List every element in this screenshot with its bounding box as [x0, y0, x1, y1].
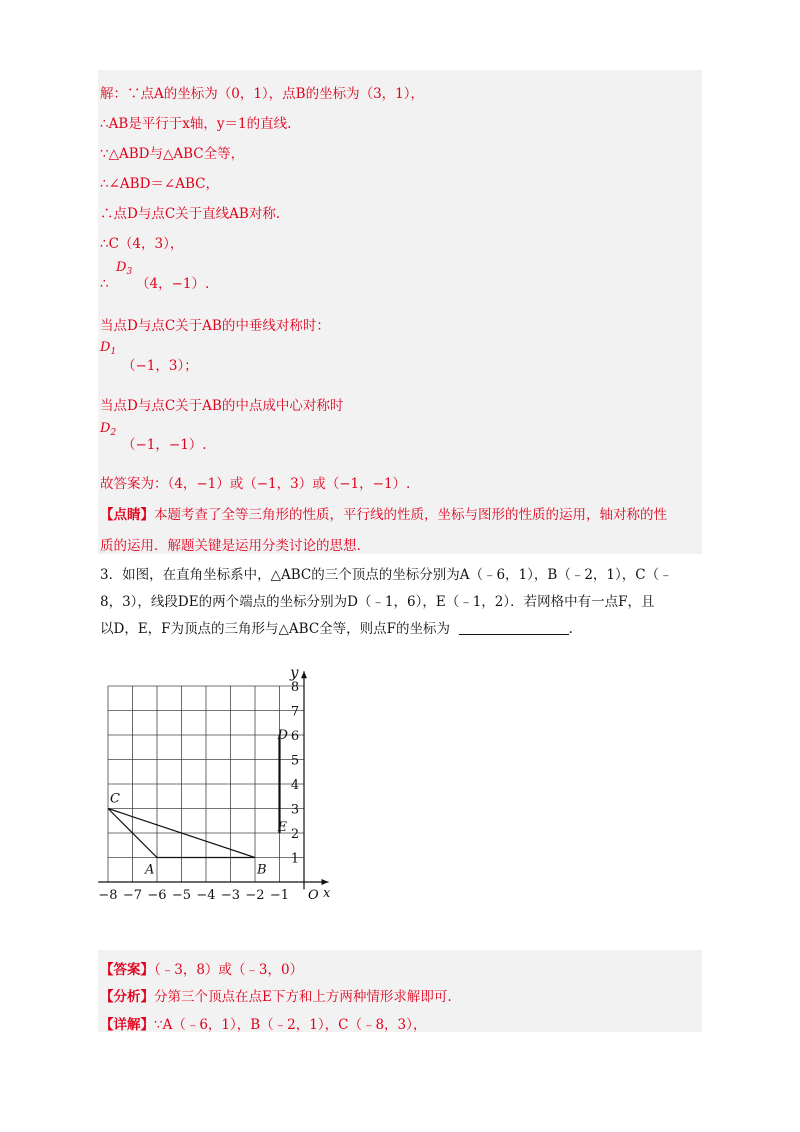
x-tick-label: −6 — [147, 888, 167, 903]
point-d-label: D — [277, 728, 288, 743]
x-tick-label: −7 — [122, 888, 143, 903]
problem-line-3: 以D，E，F为顶点的三角形与△ABC全等，则点F的坐标为 . — [100, 621, 573, 637]
solution-line-1: 解：∵点A的坐标为（0，1），点B的坐标为（3，1）， — [100, 86, 425, 102]
solution-d3-coord: （4，−1）. — [136, 276, 210, 292]
d1-label: $D_1$ — [100, 340, 117, 357]
solution-line-4: ∴∠ABD＝∠ABC， — [100, 176, 219, 192]
y-tick-label: 6 — [290, 729, 300, 744]
origin-label: O — [308, 888, 319, 903]
point-b-label: B — [257, 862, 267, 878]
figure-labels — [98, 663, 331, 903]
solution-line-2: ∴AB是平行于x轴，y＝1的直线. — [100, 116, 292, 132]
solution-case2: 当点D与点C关于AB的中点成中心对称时 — [100, 398, 344, 414]
x-tick-label: −4 — [196, 888, 216, 903]
x-tick-label: −3 — [220, 888, 241, 903]
analysis-line: 【分析】分第三个顶点在点E下方和上方两种情形求解即可. — [100, 989, 452, 1005]
y-axis-label: y — [290, 663, 299, 682]
solution-line-6: ∴C（4，3）， — [100, 236, 184, 252]
detail-line: 【详解】∵A（﹣6，1），B（﹣2，1），C（﹣8，3）， — [100, 1017, 427, 1033]
point-a-label: A — [145, 862, 155, 878]
y-tick-label: 2 — [290, 827, 300, 842]
y-tick-label: 7 — [290, 704, 300, 720]
y-tick-label: 1 — [290, 851, 300, 867]
coordinate-grid-figure — [88, 660, 348, 910]
d2-label: $D_2$ — [100, 421, 117, 438]
x-tick-label: −8 — [98, 888, 118, 903]
x-axis-arrow — [322, 879, 329, 885]
solution-comment-line2: 质的运用．解题关键是运用分类讨论的思想. — [100, 538, 361, 554]
y-tick-label: 4 — [290, 778, 300, 793]
point-c-label: C — [110, 791, 120, 807]
y-axis-arrow — [301, 671, 307, 678]
solution-comment-line1: 【点睛】本题考查了全等三角形的性质，平行线的性质，坐标与图形的性质的运用，轴对称的性 — [100, 507, 667, 523]
point-e-label: E — [277, 820, 287, 835]
grid-lines — [108, 686, 304, 882]
solution-d2-coord: （−1，−1）. — [122, 437, 207, 453]
x-tick-label: −1 — [269, 888, 290, 903]
solution-d3-prefix: ∴ — [100, 276, 109, 292]
y-tick-label: 5 — [290, 753, 300, 769]
x-axis-label: x — [323, 886, 331, 901]
d3-label: $D_3$ — [116, 260, 133, 277]
solution-line-5: ∴点D与点C关于直线AB对称. — [100, 206, 281, 222]
y-tick-label: 8 — [290, 680, 300, 695]
answer-blank — [459, 622, 569, 635]
solution-d1-coord: （−1，3）； — [122, 358, 198, 374]
y-tick-label: 3 — [290, 802, 300, 818]
solution-answer: 故答案为：（4，−1）或（−1，3）或（−1，−1）. — [100, 476, 411, 492]
answer-line: 【答案】（﹣3，8）或（﹣3，0） — [100, 962, 304, 978]
x-tick-label: −2 — [245, 888, 265, 903]
x-tick-label: −5 — [171, 888, 192, 903]
figure-shapes — [108, 735, 280, 858]
problem-line-2: 8，3），线段DE的两个端点的坐标分别为D（﹣1，6），E（﹣1，2）．若网格中有一点F，且 — [100, 594, 655, 610]
solution-line-3: ∵△ABD与△ABC全等， — [100, 146, 245, 162]
solution-case1: 当点D与点C关于AB的中垂线对称时： — [100, 318, 330, 334]
problem-text — [100, 562, 700, 643]
problem-line-1: 3．如图，在直角坐标系中，△ABC的三个顶点的坐标分别为A（﹣6，1），B（﹣2，1），C（﹣ — [100, 567, 673, 583]
